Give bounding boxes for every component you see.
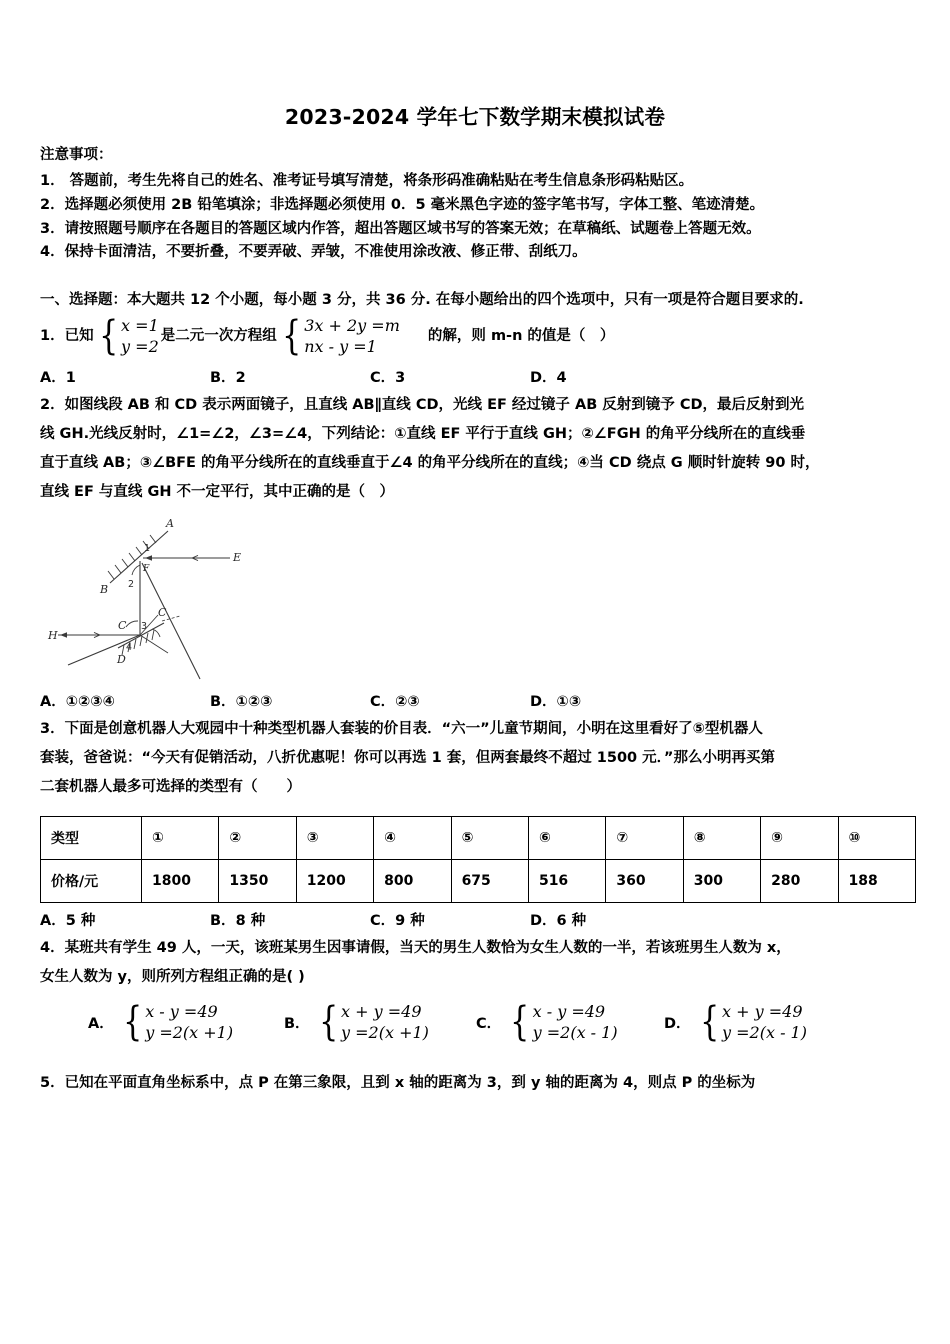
- label-a: A: [166, 517, 174, 531]
- q4-option-b-eq1: x + y =49: [341, 1002, 422, 1022]
- question-3-line-1: 3．下面是创意机器人大观园中十种类型机器人套装的价目表．“六一”儿童节期间，小明在这里看好了⑤型机器人: [40, 721, 763, 738]
- q2-option-c-text: ②③: [395, 694, 420, 711]
- q1-sys1-eq2: y =2: [121, 336, 159, 356]
- question-1-number: 1．: [40, 328, 65, 345]
- left-brace-icon: {: [510, 999, 530, 1046]
- ray-f-extended: [142, 563, 200, 679]
- notice-item: 4．保持卡面清洁，不要折叠，不要弄破、弄皱，不准使用涂改液、修正带、刮纸刀。: [40, 244, 587, 261]
- label-h: H: [48, 629, 58, 643]
- table-cell-price: 300: [683, 860, 760, 903]
- question-1-system-1: [96, 313, 159, 360]
- table-cell-price: 188: [838, 860, 915, 903]
- q3-option-b-text: 8 种: [235, 913, 266, 930]
- q2-option-c[interactable]: [370, 690, 530, 711]
- table-cell-price: 1800: [142, 860, 219, 903]
- table-cell-type: ④: [374, 817, 451, 860]
- angle-label-1: 1: [144, 543, 151, 555]
- question-4-line-2: 女生人数为 y，则所列方程组正确的是( ): [40, 969, 305, 986]
- question-2-line-2: 线 GH.光线反射时，∠1=∠2，∠3=∠4，下列结论：①直线 EF 平行于直线 GH；②∠FGH 的角平分线所在的直线垂: [40, 426, 806, 443]
- label-c2: C: [118, 619, 127, 633]
- q2-option-b-label: B．: [210, 694, 236, 711]
- q2-option-a[interactable]: [40, 690, 210, 711]
- q1-option-c-text: 3: [395, 370, 406, 387]
- table-cell-type: ⑧: [683, 817, 760, 860]
- q4-option-c-eq1: x - y =49: [532, 1002, 606, 1022]
- q3-option-c[interactable]: [370, 909, 530, 930]
- table-row-type: [41, 817, 916, 860]
- left-brace-icon: {: [122, 999, 143, 1046]
- question-3-line-2: 套装，爸爸说：“今天有促销活动，八折优惠呢！你可以再选 1 套，但两套最终不超过 1500 元．”那么小明再买第: [40, 750, 775, 767]
- q4-option-d-eq1: x + y =49: [722, 1002, 803, 1022]
- q3-option-c-label: C．: [370, 913, 396, 930]
- q4-option-b-eq2: y =2(x +1): [341, 1022, 429, 1042]
- q4-option-c-eq2: y =2(x - 1): [532, 1022, 618, 1042]
- q2-option-d[interactable]: [530, 690, 690, 711]
- q4-option-a[interactable]: [88, 999, 284, 1046]
- table-cell-price: 675: [451, 860, 528, 903]
- document-body: [40, 146, 916, 1098]
- angle-label-2: 2: [128, 579, 135, 591]
- left-brace-icon: {: [318, 999, 338, 1046]
- q2-option-d-text: ①③: [556, 694, 582, 711]
- question-1-options: [40, 366, 916, 387]
- label-f: F: [143, 564, 150, 575]
- table-row-label-type: 类型: [41, 817, 142, 860]
- page-title: 2023-2024 学年七下数学期末模拟试卷: [284, 105, 666, 129]
- q1-option-a[interactable]: [40, 366, 210, 387]
- q3-option-a[interactable]: [40, 909, 210, 930]
- question-2-options: [40, 690, 916, 711]
- table-row-price: [41, 860, 916, 903]
- q4-option-d-label: D．: [664, 1016, 691, 1033]
- q1-option-d-text: 4: [556, 370, 567, 387]
- notice-heading: 注意事项：: [40, 147, 113, 163]
- q4-option-a-eq1: x - y =49: [145, 1002, 218, 1022]
- question-1-tail: 的解，则 m-n 的值是（ ）: [427, 328, 615, 345]
- q1-option-b[interactable]: [210, 366, 370, 387]
- question-4-line-1: 4．某班共有学生 49 人，一天，该班某男生因事请假，当天的男生人数恰为女生人数的一半，若该班男生人数为 x，: [40, 940, 791, 957]
- q3-option-b-label: B．: [210, 913, 236, 930]
- label-e: E: [233, 551, 242, 565]
- q3-option-d-label: D．: [530, 913, 557, 930]
- mirror-reflection-diagram: [40, 513, 300, 681]
- angle-label-3: 3: [141, 621, 148, 633]
- q2-option-a-text: ①②③④: [65, 694, 115, 711]
- table-cell-price: 360: [606, 860, 683, 903]
- table-cell-type: ①: [142, 817, 219, 860]
- q4-option-d-eq2: y =2(x - 1): [722, 1022, 807, 1042]
- question-1-middle: 是二元一次方程组: [160, 328, 277, 345]
- q4-option-b-system: [316, 999, 429, 1046]
- q2-option-a-label: A．: [40, 694, 66, 711]
- q4-option-b[interactable]: [284, 999, 476, 1046]
- question-2-line-1: 2．如图线段 AB 和 CD 表示两面镜子，且直线 AB∥直线 CD，光线 EF 经过镜子 AB 反射到镜予 CD，最后反射到光: [40, 397, 805, 414]
- q3-option-b[interactable]: [210, 909, 370, 930]
- question-1-system-2: [279, 313, 400, 360]
- q4-option-d-system: [697, 999, 807, 1046]
- question-5-line-1: 5．已知在平面直角坐标系中，点 P 在第三象限，且到 x 轴的距离为 3，到 y 轴的距离为 4，则点 P 的坐标为: [40, 1075, 756, 1092]
- question-3-options: [40, 909, 916, 930]
- q4-option-d[interactable]: [664, 999, 844, 1046]
- q1-option-b-label: B．: [210, 370, 236, 387]
- q3-option-d[interactable]: [530, 909, 690, 930]
- q1-sys1-eq1: x =1: [121, 316, 159, 336]
- table-cell-type: ⑩: [838, 817, 915, 860]
- table-cell-price: 280: [761, 860, 838, 903]
- q1-sys2-eq1: 3x + 2y =m: [304, 316, 400, 336]
- q2-option-b[interactable]: [210, 690, 370, 711]
- question-2-figure: [40, 513, 916, 681]
- notice-item: 2．选择题必须使用 2B 铅笔填涂；非选择题必须使用 0．5 毫米黑色字迹的签字笔书写，字体工整、笔迹清楚。: [40, 196, 765, 213]
- mirror-ab-line: [110, 531, 168, 583]
- label-d: D: [117, 653, 126, 667]
- left-brace-icon: {: [98, 313, 118, 360]
- table-cell-type: ②: [219, 817, 296, 860]
- q4-option-a-eq2: y =2(x +1): [145, 1022, 234, 1042]
- section-heading: 一、选择题：本大题共 12 个小题，每小题 3 分，共 36 分. 在每小题给出的四个选项中，只有一项是符合题目要求的.: [40, 292, 804, 309]
- q1-option-c[interactable]: [370, 366, 530, 387]
- q4-option-a-label: A．: [88, 1016, 114, 1033]
- question-2-line-3: 直于直线 AB；③∠BFE 的角平分线所在的直线垂直于∠4 的角平分线所在的直线；④当 CD 绕点 G 顺时针旋转 90 时，: [40, 455, 820, 472]
- q2-option-d-label: D．: [530, 694, 557, 711]
- table-cell-type: ⑨: [761, 817, 838, 860]
- q1-option-b-text: 2: [235, 370, 246, 387]
- q1-option-a-label: A．: [40, 370, 66, 387]
- table-cell-price: 800: [374, 860, 451, 903]
- table-cell-price: 1350: [219, 860, 296, 903]
- q2-option-b-text: ①②③: [235, 694, 273, 711]
- table-cell-price: 1200: [296, 860, 373, 903]
- question-4-options: [40, 999, 916, 1046]
- q1-option-a-text: 1: [65, 370, 76, 387]
- question-3-line-3: 二套机器人最多可选择的类型有（ ）: [40, 779, 301, 796]
- table-cell-type: ⑤: [451, 817, 528, 860]
- q4-option-a-system: [120, 999, 234, 1046]
- left-brace-icon: {: [281, 313, 302, 360]
- q4-option-c[interactable]: [476, 999, 664, 1046]
- q4-option-c-system: [507, 999, 618, 1046]
- table-cell-type: ⑥: [528, 817, 605, 860]
- left-brace-icon: {: [699, 999, 719, 1046]
- q2-option-c-label: C．: [370, 694, 396, 711]
- q3-option-a-text: 5 种: [65, 913, 96, 930]
- q4-option-c-label: C．: [476, 1016, 502, 1033]
- q3-option-a-label: A．: [40, 913, 66, 930]
- q1-sys2-eq2: nx - y =1: [304, 336, 377, 356]
- q4-option-b-label: B．: [284, 1016, 310, 1033]
- table-row-label-price: 价格/元: [41, 860, 142, 903]
- q1-option-d[interactable]: [530, 366, 690, 387]
- q3-option-d-text: 6 种: [556, 913, 587, 930]
- q1-option-d-label: D．: [530, 370, 557, 387]
- notice-item: 3．请按照题号顺序在各题目的答题区域内作答，超出答题区域书写的答案无效；在草稿纸、试题卷上答题无效。: [40, 220, 761, 237]
- label-c: C: [158, 606, 167, 620]
- table-cell-type: ③: [296, 817, 373, 860]
- table-cell-type: ⑦: [606, 817, 683, 860]
- question-1-lead: 已知: [64, 328, 94, 345]
- label-b: B: [100, 583, 109, 597]
- question-1: [40, 313, 916, 360]
- robot-price-table: [40, 816, 916, 903]
- question-2-line-4: 直线 EF 与直线 GH 不一定平行，其中正确的是（ ）: [40, 484, 395, 501]
- q1-option-c-label: C．: [370, 370, 396, 387]
- notice-item: 1． 答题前，考生先将自己的姓名、准考证号填写清楚，将条形码准确粘贴在考生信息条形码粘贴区。: [40, 173, 694, 190]
- table-cell-price: 516: [528, 860, 605, 903]
- q3-option-c-text: 9 种: [395, 913, 425, 930]
- angle-label-4: 4: [126, 642, 133, 654]
